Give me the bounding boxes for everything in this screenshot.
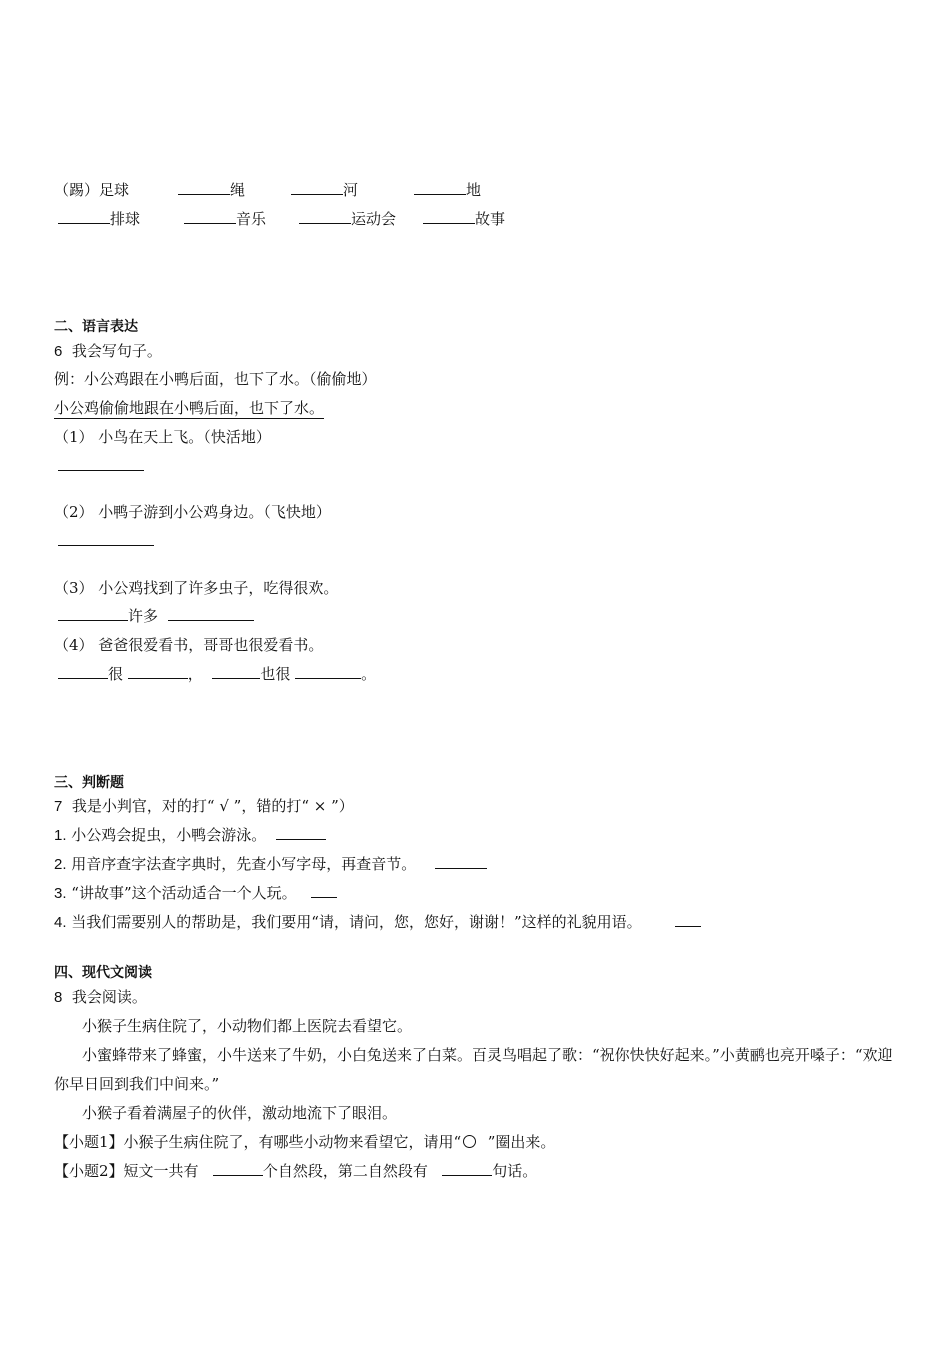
answer-blank[interactable] <box>423 209 475 224</box>
answer-blank[interactable] <box>178 180 230 195</box>
q6-item-2: （2） 小鸭子游到小公鸡身边。（飞快地） <box>54 503 331 521</box>
section2-heading: 二、语言表达 <box>54 319 138 335</box>
answer-blank[interactable] <box>276 825 326 840</box>
passage-paragraph-1: 小猴子生病住院了，小动物们都上医院去看望它。 <box>82 1017 413 1035</box>
q6-example-answer: 小公鸡偷偷地跟在小鸭后面，也下了水。 <box>54 399 325 417</box>
circle-icon <box>463 1135 476 1148</box>
q5-row1-item2: 绳 <box>178 180 245 200</box>
q5-row2-item1: 排球 <box>58 209 140 229</box>
answer-blank[interactable] <box>58 456 144 471</box>
section4-heading: 四、现代文阅读 <box>54 965 152 981</box>
q5-row1-item3: 河 <box>291 180 358 200</box>
answer-blank[interactable] <box>184 209 236 224</box>
q6-item-1-answer <box>58 456 144 476</box>
answer-blank[interactable] <box>58 606 128 621</box>
answer-blank[interactable] <box>128 664 188 679</box>
q6-prompt: 6 我会写句子。 <box>54 342 162 360</box>
q5-row2-item2: 音乐 <box>184 209 266 229</box>
q8-prompt: 8 我会阅读。 <box>54 988 147 1006</box>
passage-paragraph-3: 小猴子看着满屋子的伙伴，激动地流下了眼泪。 <box>82 1104 398 1122</box>
q6-item-2-answer <box>58 531 154 551</box>
q7-item-3: 3. “讲故事”这个活动适合一个人玩。 <box>54 883 337 904</box>
q6-item-4-answer: 很 ， 也很 。 <box>58 664 376 684</box>
q7-prompt: 7 我是小判官，对的打“ √ ”，错的打“ × ”） <box>54 797 354 815</box>
answer-blank[interactable] <box>291 180 343 195</box>
answer-blank[interactable] <box>675 912 701 927</box>
answer-blank[interactable] <box>442 1161 492 1176</box>
q6-item-4: （4） 爸爸很爱看书，哥哥也很爱看书。 <box>54 636 324 654</box>
answer-blank[interactable] <box>435 854 487 869</box>
passage-paragraph-2: 小蜜蜂带来了蜂蜜，小牛送来了牛奶，小白兔送来了白菜。百灵鸟唱起了歌：“祝你快快好起来。”小黄鹂也亮开嗓子：“欢迎你早日回到我们中间来。” <box>54 1046 893 1093</box>
q7-item-1: 1. 小公鸡会捉虫，小鸭会游泳。 <box>54 825 326 846</box>
q6-example: 例：小公鸡跟在小鸭后面，也下了水。（偷偷地） <box>54 370 377 388</box>
answer-blank[interactable] <box>414 180 466 195</box>
answer-blank[interactable] <box>295 664 361 679</box>
q6-item-1: （1） 小鸟在天上飞。（快活地） <box>54 428 271 446</box>
answer-blank[interactable] <box>58 209 110 224</box>
answer-blank[interactable] <box>212 664 260 679</box>
q8-subquestion-1: 【小题1】小猴子生病住院了，有哪些小动物来看望它，请用“ ”圈出来。 <box>54 1133 556 1151</box>
answer-blank[interactable] <box>58 664 108 679</box>
section3-heading: 三、判断题 <box>54 775 124 791</box>
answer-blank[interactable] <box>168 606 254 621</box>
answer-blank[interactable] <box>311 883 337 898</box>
q8-subquestion-2: 【小题2】短文一共有 个自然段，第二自然段有 句话。 <box>54 1162 538 1180</box>
q7-item-4: 4. 当我们需要别人的帮助是，我们要用“请，请问，您，您好，谢谢！”这样的礼貌用语。 <box>54 912 701 933</box>
q5-row2-item4: 故事 <box>423 209 505 229</box>
answer-blank[interactable] <box>58 531 154 546</box>
answer-blank[interactable] <box>299 209 351 224</box>
q5-row2-item3: 运动会 <box>299 209 396 229</box>
q6-item-3-answer: 许多 <box>58 606 254 626</box>
q7-item-2: 2. 用音序查字法查字典时，先查小写字母，再查音节。 <box>54 854 487 875</box>
answer-blank[interactable] <box>213 1161 263 1176</box>
q5-row1-item4: 地 <box>414 180 481 200</box>
q6-item-3: （3） 小公鸡找到了许多虫子，吃得很欢。 <box>54 579 339 597</box>
q5-row1-item1: （踢）足球 <box>54 181 130 199</box>
